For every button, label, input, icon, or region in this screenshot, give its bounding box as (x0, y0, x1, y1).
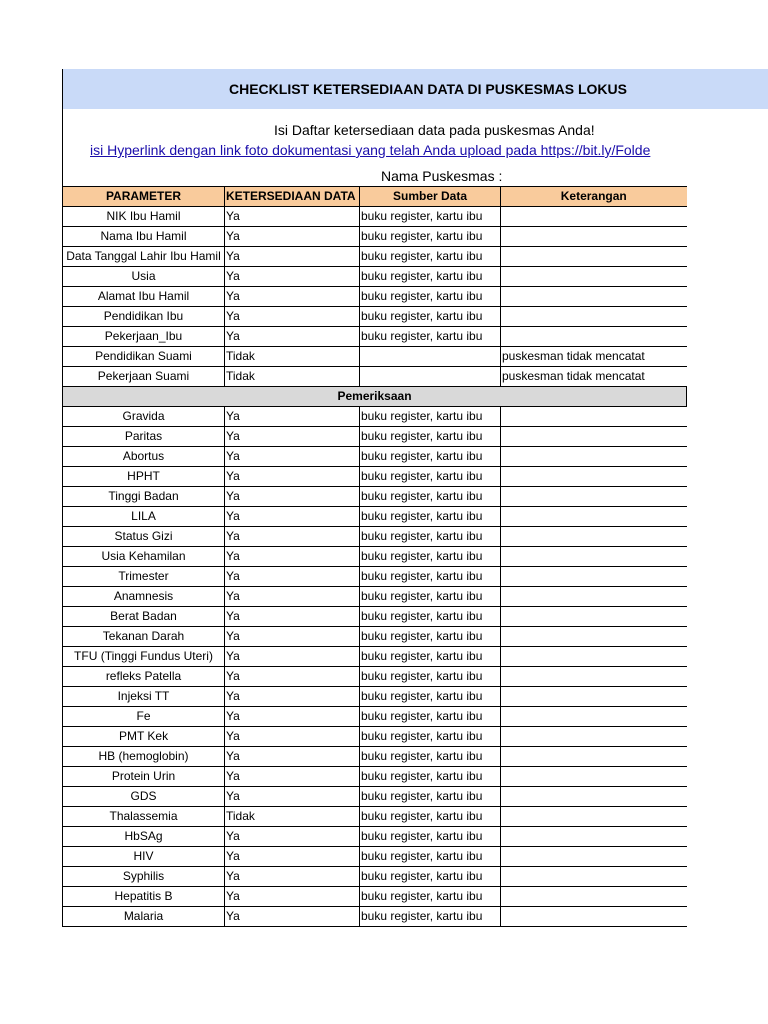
cell-parameter[interactable]: Malaria (63, 907, 225, 927)
cell-sumber-data[interactable]: buku register, kartu ibu (360, 507, 501, 527)
cell-parameter[interactable]: Thalassemia (63, 807, 225, 827)
table-row (63, 347, 687, 367)
cell-parameter[interactable]: Pekerjaan_Ibu (63, 327, 225, 347)
table-row (63, 887, 687, 907)
cell-parameter[interactable]: Protein Urin (63, 767, 225, 787)
cell-sumber-data[interactable]: buku register, kartu ibu (360, 247, 501, 267)
table-row (63, 687, 687, 707)
cell-parameter[interactable]: GDS (63, 787, 225, 807)
cell-sumber-data[interactable]: buku register, kartu ibu (360, 407, 501, 427)
instruction-text: Isi Daftar ketersediaan data pada puskesmas Anda! (274, 122, 595, 138)
table-row (63, 307, 687, 327)
cell-parameter[interactable]: Status Gizi (63, 527, 225, 547)
cell-ketersediaan[interactable]: Ya (225, 827, 360, 847)
cell-parameter[interactable]: Paritas (63, 427, 225, 447)
cell-sumber-data[interactable]: buku register, kartu ibu (360, 887, 501, 907)
cell-keterangan[interactable] (501, 707, 687, 727)
cell-ketersediaan[interactable]: Ya (225, 467, 360, 487)
cell-sumber-data[interactable]: buku register, kartu ibu (360, 307, 501, 327)
cell-parameter[interactable]: Berat Badan (63, 607, 225, 627)
cell-ketersediaan[interactable]: Ya (225, 327, 360, 347)
table-row (63, 907, 687, 927)
cell-keterangan[interactable] (501, 587, 687, 607)
cell-sumber-data[interactable]: buku register, kartu ibu (360, 467, 501, 487)
cell-parameter[interactable]: Abortus (63, 447, 225, 467)
hyperlink-note[interactable]: isi Hyperlink dengan link foto dokumentasi yang telah Anda upload pada https://bit.ly/Folde (90, 142, 651, 158)
cell-keterangan[interactable] (501, 847, 687, 867)
cell-keterangan[interactable] (501, 867, 687, 887)
header-ketersediaan[interactable]: KETERSEDIAAN DATA (225, 187, 360, 207)
cell-keterangan[interactable] (501, 607, 687, 627)
table-row (63, 447, 687, 467)
cell-ketersediaan[interactable]: Ya (225, 287, 360, 307)
cell-ketersediaan[interactable]: Ya (225, 527, 360, 547)
cell-ketersediaan[interactable]: Ya (225, 267, 360, 287)
cell-sumber-data[interactable]: buku register, kartu ibu (360, 667, 501, 687)
cell-parameter[interactable]: PMT Kek (63, 727, 225, 747)
header-keterangan[interactable]: Keterangan (501, 187, 687, 207)
table-row (63, 767, 687, 787)
cell-ketersediaan[interactable]: Ya (225, 667, 360, 687)
table-row (63, 607, 687, 627)
cell-ketersediaan[interactable]: Ya (225, 707, 360, 727)
table-row (63, 787, 687, 807)
table-row (63, 647, 687, 667)
cell-parameter[interactable]: Alamat Ibu Hamil (63, 287, 225, 307)
cell-sumber-data[interactable]: buku register, kartu ibu (360, 547, 501, 567)
table-row (63, 407, 687, 427)
checklist-table (62, 186, 687, 927)
cell-ketersediaan[interactable]: Ya (225, 427, 360, 447)
cell-sumber-data[interactable]: buku register, kartu ibu (360, 587, 501, 607)
table-row (63, 267, 687, 287)
table-row (63, 287, 687, 307)
cell-ketersediaan[interactable]: Ya (225, 507, 360, 527)
cell-sumber-data[interactable]: buku register, kartu ibu (360, 727, 501, 747)
table-row (63, 747, 687, 767)
cell-sumber-data[interactable]: buku register, kartu ibu (360, 827, 501, 847)
cell-parameter[interactable]: Pendidikan Ibu (63, 307, 225, 327)
cell-keterangan[interactable] (501, 287, 687, 307)
cell-sumber-data[interactable]: buku register, kartu ibu (360, 807, 501, 827)
title-band (62, 69, 768, 109)
cell-ketersediaan[interactable]: Ya (225, 547, 360, 567)
table-row (63, 207, 687, 227)
cell-keterangan[interactable] (501, 467, 687, 487)
cell-parameter[interactable]: Usia (63, 267, 225, 287)
cell-parameter[interactable]: HIV (63, 847, 225, 867)
table-row (63, 467, 687, 487)
cell-ketersediaan[interactable]: Ya (225, 587, 360, 607)
cell-sumber-data[interactable]: buku register, kartu ibu (360, 227, 501, 247)
cell-sumber-data[interactable]: buku register, kartu ibu (360, 607, 501, 627)
cell-parameter[interactable]: refleks Patella (63, 667, 225, 687)
cell-parameter[interactable]: Nama Ibu Hamil (63, 227, 225, 247)
cell-keterangan[interactable] (501, 687, 687, 707)
cell-ketersediaan[interactable]: Ya (225, 207, 360, 227)
cell-parameter[interactable]: Injeksi TT (63, 687, 225, 707)
cell-ketersediaan[interactable]: Ya (225, 727, 360, 747)
cell-parameter[interactable]: TFU (Tinggi Fundus Uteri) (63, 647, 225, 667)
cell-parameter[interactable]: HB (hemoglobin) (63, 747, 225, 767)
cell-keterangan[interactable] (501, 787, 687, 807)
cell-sumber-data[interactable]: buku register, kartu ibu (360, 527, 501, 547)
cell-sumber-data[interactable] (360, 347, 501, 367)
cell-keterangan[interactable] (501, 647, 687, 667)
table-row (63, 867, 687, 887)
cell-keterangan[interactable] (501, 487, 687, 507)
cell-sumber-data[interactable]: buku register, kartu ibu (360, 487, 501, 507)
cell-keterangan[interactable] (501, 267, 687, 287)
table-row (63, 427, 687, 447)
cell-sumber-data[interactable]: buku register, kartu ibu (360, 907, 501, 927)
cell-parameter[interactable]: Data Tanggal Lahir Ibu Hamil (63, 247, 225, 267)
cell-keterangan[interactable] (501, 527, 687, 547)
cell-sumber-data[interactable]: buku register, kartu ibu (360, 847, 501, 867)
cell-keterangan[interactable] (501, 667, 687, 687)
cell-ketersediaan[interactable]: Ya (225, 247, 360, 267)
table-row (63, 507, 687, 527)
table-row (63, 247, 687, 267)
cell-keterangan[interactable] (501, 547, 687, 567)
table-row (63, 827, 687, 847)
cell-sumber-data[interactable]: buku register, kartu ibu (360, 267, 501, 287)
cell-keterangan[interactable] (501, 767, 687, 787)
cell-sumber-data[interactable]: buku register, kartu ibu (360, 207, 501, 227)
cell-parameter[interactable]: Pekerjaan Suami (63, 367, 225, 387)
cell-keterangan[interactable] (501, 247, 687, 267)
cell-keterangan[interactable] (501, 747, 687, 767)
cell-keterangan[interactable] (501, 327, 687, 347)
section-row-pemeriksaan (63, 387, 687, 407)
instruction-area (62, 109, 768, 167)
cell-sumber-data[interactable]: buku register, kartu ibu (360, 567, 501, 587)
cell-ketersediaan[interactable]: Ya (225, 767, 360, 787)
table-row (63, 847, 687, 867)
table-row (63, 487, 687, 507)
cell-keterangan[interactable] (501, 207, 687, 227)
table-row (63, 327, 687, 347)
cell-parameter[interactable]: HPHT (63, 467, 225, 487)
table-row (63, 527, 687, 547)
cell-sumber-data[interactable]: buku register, kartu ibu (360, 447, 501, 467)
cell-keterangan[interactable]: puskesman tidak mencatat (501, 367, 687, 387)
cell-keterangan[interactable] (501, 227, 687, 247)
cell-parameter[interactable]: Tinggi Badan (63, 487, 225, 507)
cell-keterangan[interactable] (501, 567, 687, 587)
cell-parameter[interactable]: Gravida (63, 407, 225, 427)
cell-keterangan[interactable]: puskesman tidak mencatat (501, 347, 687, 367)
cell-sumber-data[interactable]: buku register, kartu ibu (360, 687, 501, 707)
cell-ketersediaan[interactable]: Tidak (225, 347, 360, 367)
cell-ketersediaan[interactable]: Ya (225, 307, 360, 327)
cell-ketersediaan[interactable]: Ya (225, 627, 360, 647)
cell-keterangan[interactable] (501, 727, 687, 747)
cell-ketersediaan[interactable]: Ya (225, 787, 360, 807)
header-row (63, 187, 687, 207)
cell-ketersediaan[interactable]: Ya (225, 567, 360, 587)
cell-keterangan[interactable] (501, 307, 687, 327)
spreadsheet (62, 69, 768, 927)
cell-ketersediaan[interactable]: Ya (225, 227, 360, 247)
nama-puskesmas-label: Nama Puskesmas : (381, 168, 503, 184)
cell-ketersediaan[interactable]: Ya (225, 847, 360, 867)
header-sumber-data[interactable]: Sumber Data (360, 187, 501, 207)
section-label: Pemeriksaan (63, 387, 687, 407)
cell-parameter[interactable]: Pendidikan Suami (63, 347, 225, 367)
cell-sumber-data[interactable]: buku register, kartu ibu (360, 767, 501, 787)
table-row (63, 667, 687, 687)
cell-parameter[interactable]: NIK Ibu Hamil (63, 207, 225, 227)
cell-ketersediaan[interactable]: Ya (225, 887, 360, 907)
cell-sumber-data[interactable]: buku register, kartu ibu (360, 787, 501, 807)
sheet-title: CHECKLIST KETERSEDIAAN DATA DI PUSKESMAS LOKUS (229, 81, 627, 97)
cell-ketersediaan[interactable]: Ya (225, 487, 360, 507)
cell-ketersediaan[interactable]: Tidak (225, 367, 360, 387)
cell-sumber-data[interactable]: buku register, kartu ibu (360, 327, 501, 347)
cell-sumber-data[interactable]: buku register, kartu ibu (360, 647, 501, 667)
cell-keterangan[interactable] (501, 507, 687, 527)
cell-sumber-data[interactable]: buku register, kartu ibu (360, 747, 501, 767)
cell-parameter[interactable]: Hepatitis B (63, 887, 225, 907)
table-row (63, 547, 687, 567)
cell-ketersediaan[interactable]: Ya (225, 907, 360, 927)
cell-keterangan[interactable] (501, 627, 687, 647)
cell-parameter[interactable]: Syphilis (63, 867, 225, 887)
table-row (63, 567, 687, 587)
table-row (63, 227, 687, 247)
table-row (63, 727, 687, 747)
table-row (63, 707, 687, 727)
table-row (63, 587, 687, 607)
cell-sumber-data[interactable]: buku register, kartu ibu (360, 627, 501, 647)
cell-keterangan[interactable] (501, 907, 687, 927)
cell-parameter[interactable]: Anamnesis (63, 587, 225, 607)
cell-ketersediaan[interactable]: Ya (225, 447, 360, 467)
cell-ketersediaan[interactable]: Ya (225, 747, 360, 767)
cell-keterangan[interactable] (501, 407, 687, 427)
cell-sumber-data[interactable] (360, 367, 501, 387)
cell-parameter[interactable]: HbSAg (63, 827, 225, 847)
cell-sumber-data[interactable]: buku register, kartu ibu (360, 287, 501, 307)
cell-ketersediaan[interactable]: Ya (225, 687, 360, 707)
cell-ketersediaan[interactable]: Ya (225, 407, 360, 427)
cell-ketersediaan[interactable]: Ya (225, 607, 360, 627)
cell-parameter[interactable]: Usia Kehamilan (63, 547, 225, 567)
cell-sumber-data[interactable]: buku register, kartu ibu (360, 867, 501, 887)
cell-ketersediaan[interactable]: Ya (225, 867, 360, 887)
cell-sumber-data[interactable]: buku register, kartu ibu (360, 707, 501, 727)
cell-keterangan[interactable] (501, 827, 687, 847)
table-row (63, 627, 687, 647)
cell-keterangan[interactable] (501, 427, 687, 447)
table-row (63, 367, 687, 387)
cell-keterangan[interactable] (501, 807, 687, 827)
nama-puskesmas-row (62, 167, 768, 186)
table-row (63, 807, 687, 827)
cell-parameter[interactable]: Fe (63, 707, 225, 727)
cell-parameter[interactable]: Tekanan Darah (63, 627, 225, 647)
cell-ketersediaan[interactable]: Tidak (225, 807, 360, 827)
cell-ketersediaan[interactable]: Ya (225, 647, 360, 667)
cell-parameter[interactable]: LILA (63, 507, 225, 527)
cell-parameter[interactable]: Trimester (63, 567, 225, 587)
header-parameter[interactable]: PARAMETER (63, 187, 225, 207)
cell-keterangan[interactable] (501, 887, 687, 907)
cell-keterangan[interactable] (501, 447, 687, 467)
cell-sumber-data[interactable]: buku register, kartu ibu (360, 427, 501, 447)
